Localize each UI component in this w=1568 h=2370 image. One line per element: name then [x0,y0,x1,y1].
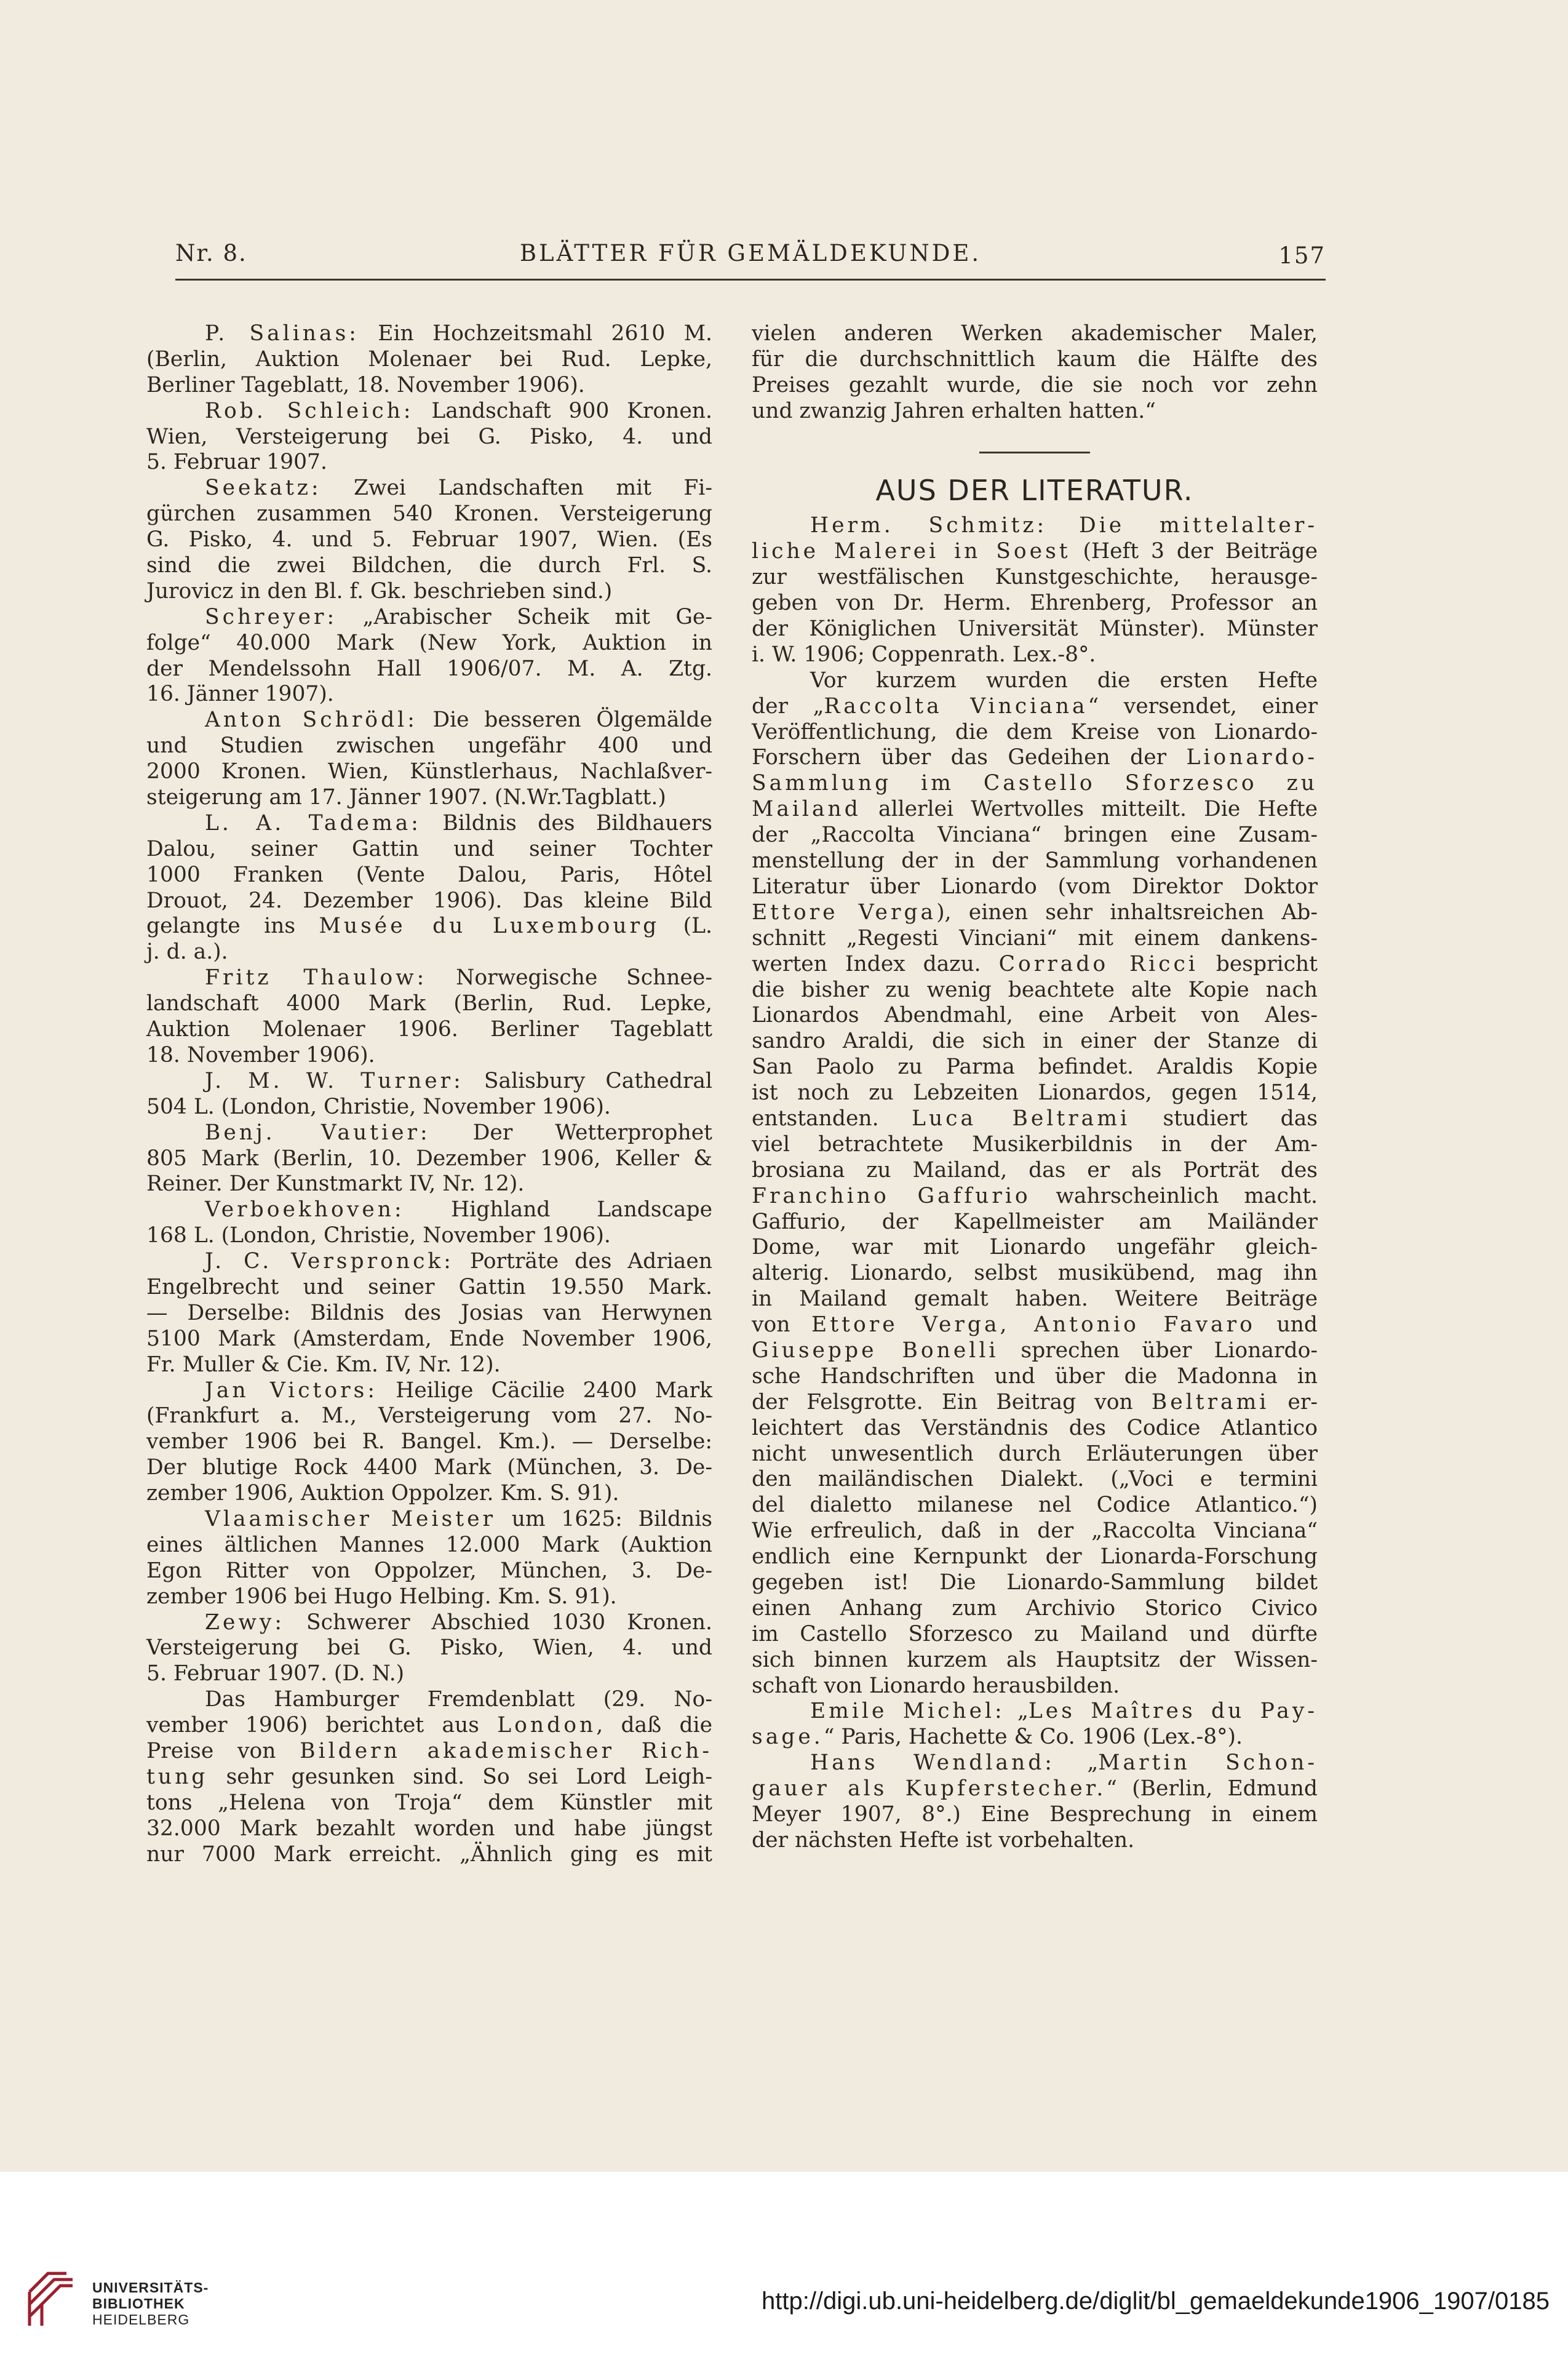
library-name-line-1: UNIVERSITÄTS- [92,2280,209,2296]
library-name-line-3: HEIDELBERG [92,2312,190,2328]
text-run: schaft von Lionardo herausbilden. [752,1673,1120,1698]
text-line [146,1378,712,1404]
text-line [146,1765,712,1790]
spaced-name: Fritz Thaulow: [205,965,428,991]
text-run: und Studien zwischen ungefähr 400 und [146,733,712,759]
text-line [752,952,1318,978]
text-run: 504 L. (London, Christie, November 1906). [146,1094,611,1119]
text-line [146,1095,712,1120]
text-line [146,811,712,837]
text-run: ), einen sehr inhaltsreichen Ab- [936,900,1318,925]
text-line [752,900,1318,926]
text-run: Wie erfreulich, daß in der „Raccolta Vinciana“ [752,1518,1318,1544]
text-line [146,450,712,476]
spaced-name: Ettore Verga, Antonio Favaro [811,1312,1256,1338]
spaced-name: Schreyer: [205,604,338,629]
text-run: im Castello Sforzesco zu Mailand und dürfte [752,1621,1318,1646]
text-line [752,1674,1318,1699]
text-line [752,771,1318,797]
library-name-line-2: BIBLIOTHEK [92,2296,185,2312]
text-run: sandro Araldi, die sich in einer der Stanze di [752,1029,1318,1054]
right-column-continuation [752,321,1318,425]
text-line [752,1622,1318,1648]
text-run: del dialetto milanese nel Codice Atlantico.“) [752,1493,1318,1518]
text-run: wahrscheinlich macht. [1030,1183,1318,1208]
text-line [752,1750,1318,1776]
text-run: (Berlin, Auktion Molenaer bei Rud. Lepke, [146,346,712,372]
text-run: Schwerer Abschied 1030 Kronen. [285,1610,712,1635]
text-run: Literatur über Lionardo (vom Direktor Doktor [752,874,1318,899]
spaced-name: Jan Victors: [205,1378,378,1403]
text-run: der Königlichen Universität Münster). Münster [752,616,1318,642]
spaced-name: Ettore Verga [752,900,937,925]
text-line [752,1725,1318,1750]
text-line [752,321,1318,347]
text-run: Berliner Tageblatt, 18. November 1906). [146,372,585,397]
source-url-link[interactable]: http://digi.ub.uni-heidelberg.de/diglit/bl_gemaeldekunde1906_1907/0185 [761,2288,1550,2315]
text-run: 32.000 Mark bezahlt worden und habe jüngst [146,1816,712,1841]
spaced-name: J. M. W. Turner: [205,1068,464,1093]
text-run: den mailändischen Dialekt. („Voci e termini [752,1467,1318,1492]
spaced-name: Vlaamischer Meister [205,1506,496,1531]
text-line [752,745,1318,771]
text-run: landschaft 4000 Mark (Berlin, Rud. Lepke, [146,991,712,1016]
text-line [752,1776,1318,1802]
text-run: „Arabischer Scheik mit Ge- [337,604,712,629]
text-line [146,1739,712,1765]
text-line [752,513,1318,539]
text-line [752,1184,1318,1210]
text-run: 5. Februar 1907. (D. N.) [146,1661,405,1686]
text-run: G. Pisko, 4. und 5. Februar 1907, Wien. (Es [146,527,712,553]
text-run: und [1255,1312,1318,1338]
text-line [146,1533,712,1558]
spaced-name: Benj. Vautier: [205,1120,431,1145]
text-run: einen Anhang zum Archivio Storico Civico [752,1595,1318,1621]
text-line [146,1455,712,1481]
text-run: bespricht [1198,951,1318,976]
text-line [146,785,712,811]
text-run: Das Hamburger Fremdenblatt (29. No- [205,1687,712,1712]
text-run: Die besseren Ölgemälde [417,708,712,733]
spaced-name: liche Malerei in Soest [752,539,1071,564]
text-run: Auktion Molenaer 1906. Berliner Tageblatt [146,1017,712,1042]
text-line [752,1467,1318,1493]
text-run: „ [1054,1750,1099,1776]
text-run: 805 Mark (Berlin, 10. Dezember 1906, Keller & [146,1146,712,1171]
text-run: Ein Hochzeitsmahl 2610 M. [359,321,713,346]
footer-bar [0,2172,1568,2370]
spaced-name: Giuseppe Bonelli [752,1338,999,1363]
text-run: er- [1269,1389,1318,1414]
text-line [146,733,712,759]
text-line [752,1802,1318,1828]
text-line [146,1661,712,1687]
text-line [752,926,1318,952]
text-run: zember 1906, Auktion Oppolzer. Km. S. 91). [146,1481,619,1506]
text-run: Fr. Muller & Cie. Km. IV, Nr. 12). [146,1352,501,1377]
text-line [752,874,1318,900]
text-line [752,1828,1318,1854]
text-run: 168 L. (London, Christie, November 1906). [146,1223,611,1248]
text-line [146,837,712,863]
text-run: gürchen zusammen 540 Kronen. Versteigerung [146,501,712,527]
spaced-name: Zewy: [205,1610,285,1635]
text-run: der Mendelssohn Hall 1906/07. M. A. Ztg. [146,656,712,681]
text-run: der „Raccolta Vinciana“ bringen eine Zusam- [752,823,1318,848]
text-run: studiert das [1130,1106,1318,1131]
text-run: nicht unwesentlich durch Erläuterungen über [752,1441,1318,1466]
text-line [146,1120,712,1146]
text-run: Norwegische Schnee- [427,965,713,991]
text-run: Jurovicz in den Bl. f. Gk. beschrieben sind.) [146,578,613,604]
text-run: Dalou, seiner Gattin und seiner Tochter [146,836,712,861]
text-line [752,616,1318,642]
text-run: Wien, Versteigerung bei G. Pisko, 4. und [146,424,712,449]
text-run: der nächsten Hefte ist vorbehalten. [752,1827,1135,1853]
text-line [146,527,712,553]
heidelberg-library-logo-icon [23,2267,79,2329]
text-run: 5100 Mark (Amsterdam, Ende November 1906, [146,1326,712,1351]
text-run: um 1625: Bildnis [495,1506,712,1531]
text-line [146,1069,712,1095]
text-line [146,579,712,605]
text-run: gegeben ist! Die Lionardo-Sammlung bildet [752,1570,1318,1595]
text-line [146,1017,712,1043]
text-line [752,591,1318,616]
text-run: Versteigerung bei G. Pisko, Wien, 4. und [146,1635,712,1661]
text-line [146,501,712,527]
text-run: Gaffurio, der Kapellmeister am Mailänder [752,1209,1318,1234]
spaced-name: Seekatz: [205,476,322,501]
spaced-name: J. C. Verspronck: [205,1249,454,1274]
text-line [752,1029,1318,1055]
text-run: gelangte ins [146,914,319,939]
text-run: und zwanzig Jahren erhalten hatten.“ [752,398,1156,423]
text-line [146,759,712,785]
text-line [752,1416,1318,1442]
text-line [752,1364,1318,1390]
spaced-name: Rob. Schleich: [205,398,414,423]
text-line [752,1570,1318,1596]
text-run: (Frankfurt a. M., Versteigerung vom 27. No- [146,1403,712,1429]
text-line [752,823,1318,848]
text-run: werten Index dazu. [752,951,999,976]
spaced-name: Verboekhoven: [205,1197,405,1223]
text-line [752,1106,1318,1132]
text-run: Bildnis des Bildhauers [421,810,712,836]
text-line [146,1223,712,1249]
text-run: leichtert das Verständnis des Codice Atlantico [752,1415,1318,1440]
text-line [752,1055,1318,1080]
text-line [146,1352,712,1378]
text-run: der „ [752,693,824,719]
text-run: Highland Landscape [404,1197,712,1223]
spaced-name: Die mittelalter- [1079,513,1318,538]
text-run: Engelbrecht und seiner Gattin 19.550 Mark. [146,1274,712,1299]
spaced-name: tung [146,1764,209,1789]
text-run: 1000 Franken (Vente Dalou, Paris, Hôtel [146,862,712,887]
text-run: von [752,1312,812,1338]
text-line [146,863,712,888]
spaced-name: Herm. Schmitz: [810,513,1048,538]
text-run: “ (Berlin, Edmund [1106,1776,1318,1801]
text-run: 18. November 1906). [146,1042,375,1067]
spaced-name: Hans Wendland: [810,1750,1055,1776]
text-run: Drouot, 24. Dezember 1906). Das kleine Bild [146,888,712,913]
text-run: “ versendet, einer [1088,693,1318,719]
text-line [752,1261,1318,1287]
text-run: ist noch zu Lebzeiten Lionardos, gegen 1514, [752,1080,1318,1106]
text-line [146,1249,712,1275]
text-line [752,694,1318,720]
text-line [752,720,1318,746]
text-run: — Derselbe: Bildnis des Josias van Herwynen [146,1300,712,1325]
text-line [146,991,712,1017]
text-run: Lionardos Abendmahl, eine Arbeit von Ales- [752,1003,1318,1028]
text-line [146,1816,712,1842]
text-line [146,1043,712,1069]
spaced-name: Musée du Luxembourg [319,914,660,939]
text-run: “ Paris, Hachette & Co. 1906 (Lex.-8°). [823,1725,1243,1750]
text-run: folge“ 40.000 Mark (New York, Auktion in [146,630,712,655]
text-line [752,1544,1318,1570]
text-line [146,1301,712,1327]
text-line [752,539,1318,565]
text-run: „ [1005,1699,1029,1724]
text-line [146,399,712,425]
text-line [752,1648,1318,1674]
text-run: allerlei Wertvolles mitteilt. Die Hefte [861,797,1318,822]
text-run: nur 7000 Mark erreicht. „Ähnlich ging es mit [146,1841,712,1867]
text-line [146,1146,712,1172]
spaced-name: Anton Schrödl: [205,708,418,733]
text-run: schnitt „Regesti Vinciani“ mit einem dankens- [752,925,1318,951]
text-line [752,642,1318,668]
page-number: 157 [1278,242,1326,269]
text-run: vember 1906 bei R. Bangel. Km.). — Derselbe: [146,1429,712,1454]
text-run: (L. [659,914,712,939]
text-line [146,914,712,940]
text-line [752,1132,1318,1158]
text-run: tons „Helena von Troja“ dem Künstler mit [146,1790,712,1815]
text-run: eines ältlichen Mannes 12.000 Mark (Auktion [146,1532,712,1557]
text-line [146,1197,712,1223]
text-line [752,1210,1318,1235]
text-run: Preise von [146,1738,300,1763]
text-line [146,1275,712,1301]
text-line [752,1003,1318,1029]
text-line [752,1287,1318,1312]
text-line [146,1327,712,1352]
text-run: 16. Jänner 1907). [146,682,334,707]
text-run: Reiner. Der Kunstmarkt IV, Nr. 12). [146,1171,525,1197]
text-line [146,1584,712,1610]
spaced-name: Les Maîtres du Pay- [1028,1699,1318,1724]
text-line [752,399,1318,425]
text-line [752,668,1318,694]
text-line [752,797,1318,823]
text-run: in Mailand gemalt haben. Weitere Beiträge [752,1287,1318,1312]
text-run [1047,513,1079,538]
text-run: brosiana zu Mailand, das er als Porträt des [752,1157,1318,1183]
journal-title: BLÄTTER FÜR GEMÄLDEKUNDE. [519,240,982,266]
text-line [146,476,712,501]
spaced-name: Corrado Ricci [998,951,1198,976]
text-line [146,553,712,579]
text-run: Vor kurzem wurden die ersten Hefte [810,668,1318,693]
right-column [752,321,1318,1854]
spaced-name: Sammlung im Castello Sforzesco zu [752,771,1318,796]
left-column [146,321,712,1867]
text-line [146,965,712,991]
spaced-name: Franchino Gaffurio [752,1183,1031,1208]
text-line [752,1518,1318,1544]
text-line [752,1493,1318,1518]
spaced-name: Luca Beltrami [912,1106,1131,1131]
text-run: der Felsgrotte. Ein Beitrag von [752,1389,1152,1414]
spaced-name: Mailand [752,797,861,822]
text-run: Der Wetterprophet [430,1120,713,1145]
section-divider [979,452,1090,453]
text-run: sche Handschriften und über die Madonna in [752,1363,1318,1389]
running-head [175,240,1326,277]
spaced-name: P. Salinas: [205,321,359,346]
text-line [146,940,712,965]
text-line [146,708,712,733]
literature-section [752,513,1318,1853]
text-run: Zwei Landschaften mit Fi- [321,476,712,501]
text-line [752,848,1318,874]
text-run: sprechen über Lionardo- [998,1338,1318,1363]
text-line [752,1080,1318,1106]
text-run: Veröffentlichung, die dem Kreise von Lionardo- [752,719,1318,744]
text-line [146,1558,712,1584]
text-line [146,1635,712,1661]
spaced-name: Raccolta Vinciana [824,693,1088,719]
text-line [752,1596,1318,1622]
text-line [146,888,712,914]
text-run: steigerung am 17. Jänner 1907. (N.Wr.Tagblatt.) [146,785,666,810]
spaced-name: Emile Michel: [810,1699,1005,1724]
text-line [146,605,712,631]
text-run: zember 1906 bei Hugo Helbing. Km. S. 91). [146,1584,617,1609]
text-run: menstellung der in der Sammlung vorhandenen [752,848,1318,874]
text-run: sich binnen kurzem als Hauptsitz der Wissen- [752,1647,1318,1672]
library-name [92,2280,209,2328]
text-run: Preises gezahlt wurde, die sie noch vor zehn [752,372,1318,397]
text-run: j. d. a.). [146,940,228,965]
text-line [752,1390,1318,1416]
issue-number: Nr. 8. [175,240,247,266]
spaced-name: Bildern akademischer Rich- [300,1738,712,1763]
text-line [146,1481,712,1507]
text-line [146,373,712,399]
text-run: entstanden. [752,1106,912,1131]
text-run: für die durchschnittlich kaum die Hälfte des [752,346,1318,372]
text-line [752,1442,1318,1467]
spaced-name: London [497,1713,597,1738]
text-line [752,1338,1318,1364]
text-line [752,978,1318,1003]
text-line [146,1842,712,1868]
text-run: viel betrachtete Musikerbildnis in der Am- [752,1131,1318,1157]
text-line [752,373,1318,399]
text-line [752,1699,1318,1725]
text-run: Egon Ritter von Oppolzer, München, 3. De- [146,1558,712,1583]
text-run: Dome, war mit Lionardo ungefähr gleich- [752,1235,1318,1260]
text-line [146,1429,712,1455]
text-run: Forschern über das Gedeihen der [752,745,1187,770]
section-title: AUS DER LITERATUR. [875,473,1194,507]
text-run: (Heft 3 der Beiträge [1070,539,1318,564]
text-run: sehr gesunken sind. So sei Lord Leigh- [208,1764,712,1789]
text-run: Landschaft 900 Kronen. [413,398,712,423]
text-line [146,1713,712,1739]
text-run: Salisbury Cathedral [463,1068,712,1093]
text-line [146,1610,712,1636]
text-run: vielen anderen Werken akademischer Maler, [752,321,1318,346]
spaced-name: sage. [752,1725,824,1750]
text-line [752,1235,1318,1261]
text-line [146,1687,712,1713]
text-run: sind die zwei Bildchen, die durch Frl. S. [146,553,712,578]
text-line [752,565,1318,591]
text-run: Meyer 1907, 8°.) Eine Besprechung in einem [752,1802,1318,1827]
header-rule [175,279,1326,281]
spaced-name: Beltrami [1151,1389,1270,1414]
text-line [146,347,712,373]
spaced-name: Martin Schon- [1098,1750,1318,1776]
text-run: endlich eine Kernpunkt der Lionarda-Forschung [752,1544,1318,1570]
text-run: i. W. 1906; Coppenrath. Lex.-8°. [752,642,1096,667]
text-run: , daß die [596,1713,712,1738]
text-run: geben von Dr. Herm. Ehrenberg, Professor an [752,591,1318,616]
text-run: vember 1906) berichtet aus [146,1713,498,1738]
text-run: Heilige Cäcilie 2400 Mark [378,1378,712,1403]
text-run: San Paolo zu Parma befindet. Araldis Kopie [752,1055,1318,1080]
text-line [146,1403,712,1429]
text-run: Der blutige Rock 4400 Mark (München, 3. De- [146,1455,712,1480]
text-line [146,321,712,347]
spaced-name: L. A. Tadema: [205,810,421,836]
spaced-name: gauer als Kupferstecher. [752,1776,1107,1801]
text-line [146,631,712,656]
text-run: zur westfälischen Kunstgeschichte, herausge- [752,565,1318,590]
text-run: Porträte des Adriaen [453,1249,713,1274]
text-line [146,682,712,708]
text-line [146,1507,712,1533]
text-line [146,656,712,682]
text-line [146,425,712,450]
text-line [752,1158,1318,1184]
text-line [752,347,1318,373]
text-line [146,1171,712,1197]
text-run: alterig. Lionardo, selbst musikübend, mag ihn [752,1261,1318,1286]
text-run: die bisher zu wenig beachtete alte Kopie nach [752,977,1318,1002]
spaced-name: Lionardo- [1186,745,1318,770]
text-line [752,1312,1318,1338]
text-line [146,1790,712,1816]
text-run: 2000 Kronen. Wien, Künstlerhaus, Nachlaßver- [146,759,712,784]
text-run: 5. Februar 1907. [146,450,327,475]
